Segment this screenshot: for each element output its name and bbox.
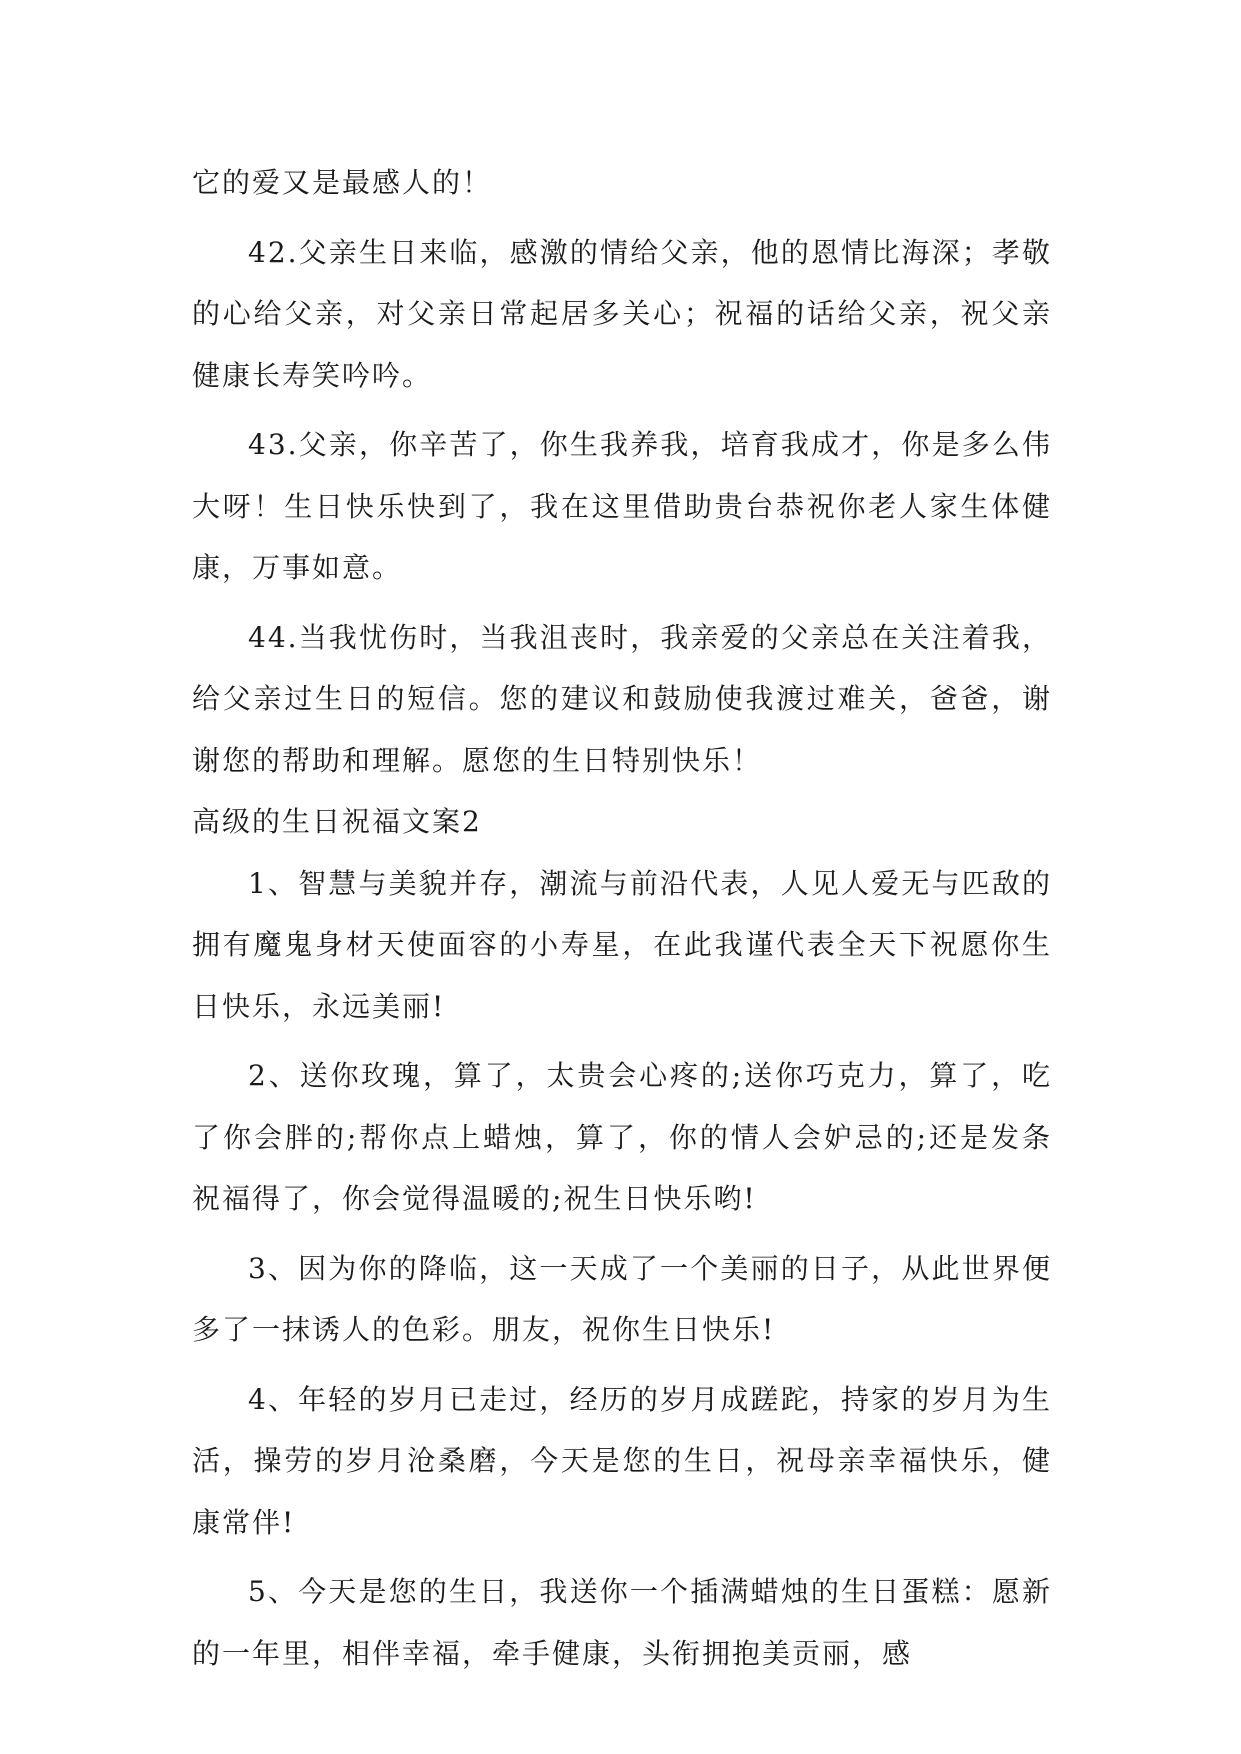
section-heading: 高级的生日祝福文案2 [192,805,482,838]
section-paragraph-5: 5、今天是您的生日，我送你一个插满蜡烛的生日蛋糕：愿新的一年里，相伴幸福，牵手健康，头衔拥抱美贡丽，感 [192,1575,1052,1670]
paragraph-continuation: 它的爱又是最感人的！ [192,166,493,199]
section-paragraph-2: 2、送你玫瑰，算了，太贵会心疼的;送你巧克力，算了，吃了你会胖的;帮你点上蜡烛，算了，你的情人会妒忌的;还是发条祝福得了，你会觉得温暖的;祝生日快乐哟! [192,1059,1052,1215]
section-paragraph-3: 3、因为你的降临，这一天成了一个美丽的日子，从此世界便多了一抹诱人的色彩。朋友，祝你生日快乐! [192,1251,1052,1346]
section-paragraph-4: 4、年轻的岁月已走过，经历的岁月成蹉跎，持家的岁月为生活，操劳的岁月沧桑磨，今天是您的生日，祝母亲幸福快乐，健康常伴! [192,1382,1052,1539]
paragraph-43: 43.父亲，你辛苦了，你生我养我，培育我成才，你是多么伟大呀！生日快乐快到了，我在这里借助贵台恭祝你老人家生体健康，万事如意。 [192,428,1052,584]
paragraph-44: 44.当我忧伤时，当我沮丧时，我亲爱的父亲总在关注着我，给父亲过生日的短信。您的建议和鼓励使我渡过难关，爸爸，谢谢您的帮助和理解。愿您的生日特别快乐！ [192,620,1052,777]
section-paragraph-1: 1、智慧与美貌并存，潮流与前沿代表，人见人爱无与匹敌的拥有魔鬼身材天使面容的小寿星，在此我谨代表全天下祝愿你生日快乐，永远美丽! [192,866,1052,1023]
paragraph-42: 42.父亲生日来临，感激的情给父亲，他的恩情比海深；孝敬的心给父亲，对父亲日常起居多关心；祝福的话给父亲，祝父亲健康长寿笑吟吟。 [192,235,1052,392]
document-body [192,152,1052,1684]
